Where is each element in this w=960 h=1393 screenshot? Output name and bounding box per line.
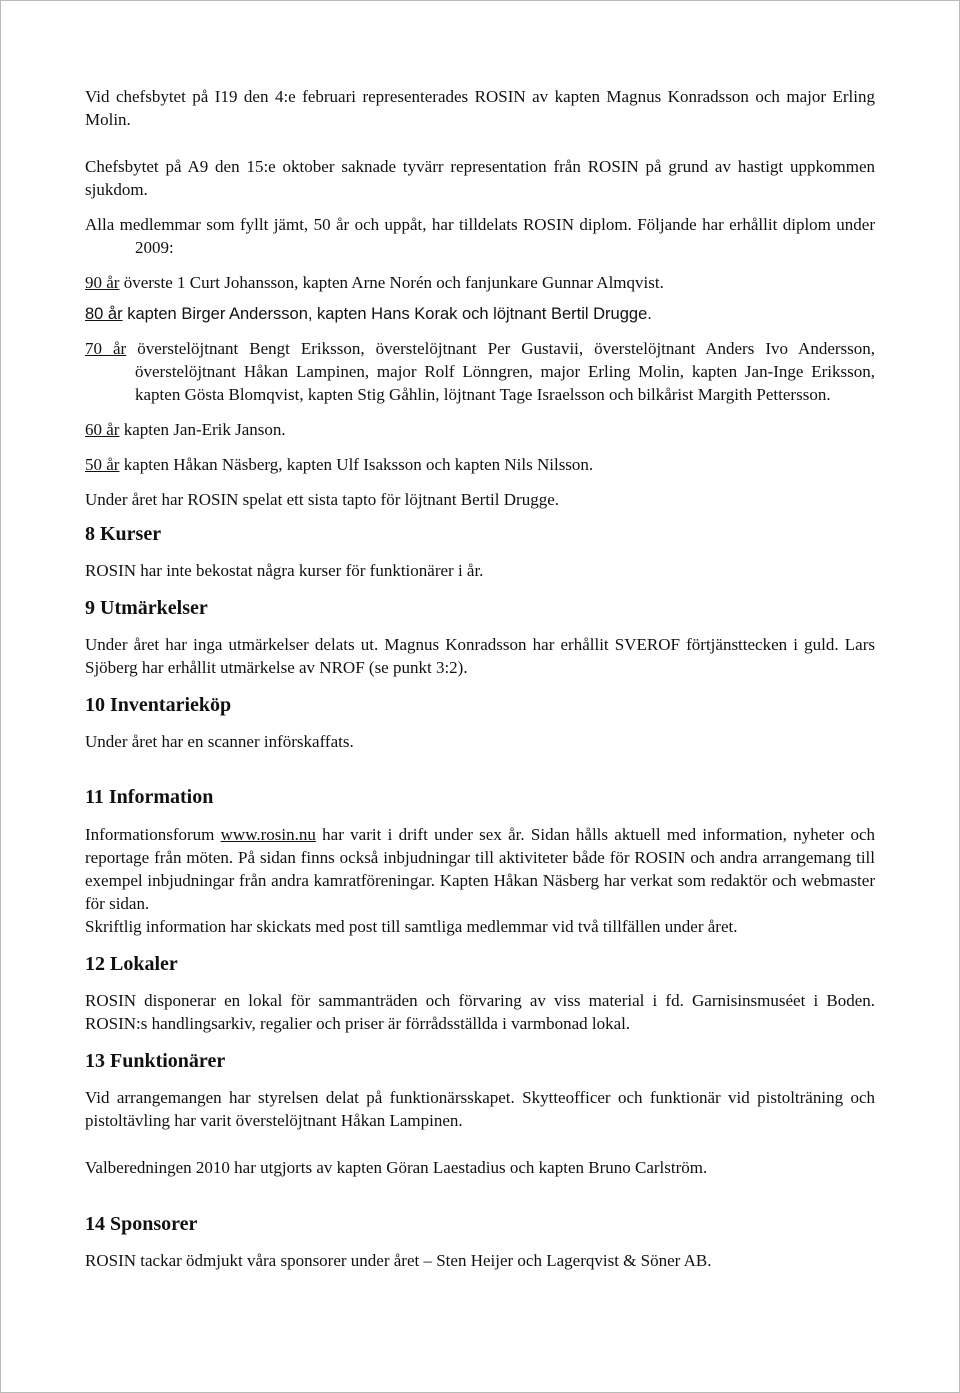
paragraph-information — [85, 823, 875, 915]
diploma-50-names: kapten Håkan Näsberg, kapten Ulf Isaksson och kapten Nils Nilsson. — [119, 455, 594, 474]
heading-utmarkelser: 9 Utmärkelser — [85, 597, 208, 619]
diploma-60-line — [85, 418, 875, 441]
diploma-70-names: överstelöjtnant Bengt Eriksson, överstelöjtnant Per Gustavii, överstelöjtnant Anders Ivo Andersson, överstelöjtnant Håkan Lampinen, major Rolf Lönngren, major Erling Molin, kapten Jan-Inge Eriksson, kapten Gösta Blomqvist, kapten Stig Gåhlin, löjtnant Tage Israelsson och bilkårist Margith Pettersson. — [126, 339, 876, 404]
rosin-website-link[interactable]: www.rosin.nu — [220, 825, 316, 844]
heading-funktionarer: 13 Funktionärer — [85, 1050, 226, 1072]
information-body: har varit i drift under sex år. Sidan hålls aktuell med information, nyheter och reportage från möten. På sidan finns också inbjudningar till aktiviteter både för ROSIN och andra arrangemang till exempel inbjudningar från andra kamratföreningar. Kapten Håkan Näsberg har verkat som redaktör och webmaster för sidan. — [85, 825, 875, 913]
diploma-80-label: 80 år — [85, 305, 123, 323]
diploma-70-label: 70 år — [85, 339, 127, 358]
information-intro: Informationsforum — [85, 825, 221, 844]
diploma-70-line — [85, 337, 875, 406]
diploma-90-label: 90 år — [85, 273, 120, 292]
diploma-80-line — [85, 303, 875, 326]
paragraph-sponsorer: ROSIN tackar ödmjukt våra sponsorer under året – Sten Heijer och Lagerqvist & Söner AB. — [85, 1251, 712, 1270]
paragraph-valberedning: Valberedningen 2010 har utgjorts av kapten Göran Laestadius och kapten Bruno Carlström. — [85, 1158, 708, 1177]
diploma-90-names: överste 1 Curt Johansson, kapten Arne Norén och fanjunkare Gunnar Almqvist. — [119, 273, 664, 292]
heading-lokaler: 12 Lokaler — [85, 953, 178, 975]
paragraph-inventariekop: Under året har en scanner införskaffats. — [85, 732, 354, 751]
paragraph-funktionarer: Vid arrangemangen har styrelsen delat på funktionärsskapet. Skytteofficer och funktionär vid pistolträning och pistoltävling har varit överstelöjtnant Håkan Lampinen. — [85, 1088, 875, 1130]
diplom-following: Följande har erhållit diplom under 2009: — [135, 215, 875, 257]
paragraph-lokaler: ROSIN disponerar en lokal för sammanträden och förvaring av viss material i fd. Garnisinsmuséet i Boden. ROSIN:s handlingsarkiv, regalier och priser är förrådsställda i varmbonad lokal. — [85, 991, 875, 1033]
heading-sponsorer: 14 Sponsorer — [85, 1213, 198, 1235]
diploma-50-label: 50 år — [85, 455, 120, 474]
paragraph-information-post: Skriftlig information har skickats med post till samtliga medlemmar vid två tillfällen under året. — [85, 917, 738, 936]
heading-information: 11 Information — [85, 786, 214, 808]
diplom-intro: Alla medlemmar som fyllt jämt, 50 år och uppåt, har tilldelats ROSIN diplom. — [85, 215, 632, 234]
diploma-60-names: kapten Jan-Erik Janson. — [119, 420, 286, 439]
heading-kurser: 8 Kurser — [85, 523, 162, 545]
paragraph-chefsbyte-i19: Vid chefsbytet på I19 den 4:e februari representerades ROSIN av kapten Magnus Konradsson och major Erling Molin. — [85, 87, 875, 129]
paragraph-kurser: ROSIN har inte bekostat några kurser för funktionärer i år. — [85, 561, 484, 580]
diploma-60-label: 60 år — [85, 420, 120, 439]
paragraph-chefsbyte-a9: Chefsbytet på A9 den 15:e oktober saknade tyvärr representation från ROSIN på grund av hastigt uppkommen sjukdom. — [85, 157, 875, 199]
paragraph-tapto: Under året har ROSIN spelat ett sista tapto för löjtnant Bertil Drugge. — [85, 490, 559, 509]
paragraph-utmarkelser: Under året har inga utmärkelser delats ut. Magnus Konradsson har erhållit SVEROF förtjänsttecken i guld. Lars Sjöberg har erhållit utmärkelse av NROF (se punkt 3:2). — [85, 635, 875, 677]
heading-inventariekop: 10 Inventarieköp — [85, 694, 232, 716]
diploma-50-line — [85, 453, 875, 476]
paragraph-diplom — [85, 213, 875, 259]
diploma-90-line — [85, 271, 875, 294]
diploma-80-names: kapten Birger Andersson, kapten Hans Korak och löjtnant Bertil Drugge. — [122, 305, 652, 323]
